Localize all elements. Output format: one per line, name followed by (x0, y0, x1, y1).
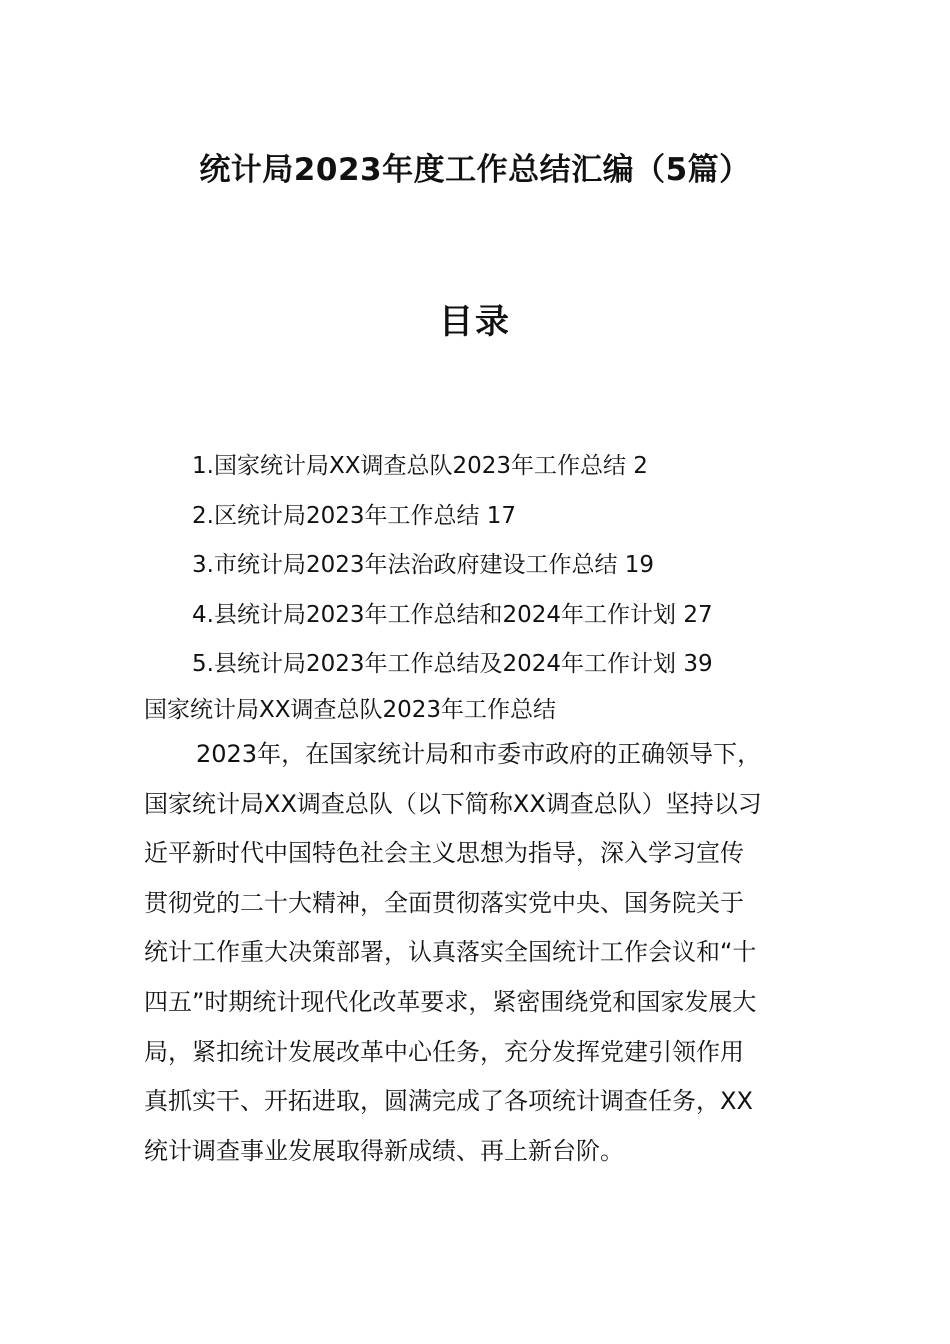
toc-item: 1.国家统计局XX调查总队2023年工作总结 2 (192, 453, 648, 479)
paragraph-line: 近平新时代中国特色社会主义思想为指导，深入学习宣传 (144, 839, 744, 868)
toc-item: 2.区统计局2023年工作总结 17 (192, 502, 517, 529)
table-of-contents (192, 442, 832, 690)
toc-item: 4.县统计局2023年工作总结和2024年工作计划 27 (192, 601, 713, 628)
paragraph (144, 730, 808, 1176)
toc-item: 5.县统计局2023年工作总结及2024年工作计划 39 (192, 651, 713, 677)
paragraph-line: 局，紧扣统计发展改革中心任务，充分发挥党建引领作用 (144, 1037, 744, 1066)
paragraph-line: 国家统计局XX调查总队（以下简称XX调查总队）坚持以习 (144, 789, 762, 818)
paragraph-line: 四五”时期统计现代化改革要求，紧密围绕党和国家发展大 (144, 987, 757, 1016)
section-title: 国家统计局XX调查总队2023年工作总结 (144, 697, 557, 723)
document-title: 统计局2023年度工作总结汇编（5篇） (199, 152, 751, 188)
paragraph-line: 真抓实干、开拓进取，圆满完成了各项统计调查任务，XX (144, 1087, 753, 1116)
paragraph-line: 2023年，在国家统计局和市委市政府的正确领导下， (196, 740, 762, 768)
toc-item: 3.市统计局2023年法治政府建设工作总结 19 (192, 552, 655, 578)
paragraph-line: 统计工作重大决策部署，认真落实全国统计工作会议和“十 (144, 938, 757, 967)
toc-heading: 目录 (439, 302, 511, 342)
paragraph-line: 贯彻党的二十大精神，全面贯彻落实党中央、国务院关于 (144, 888, 744, 917)
section-body (144, 690, 808, 1176)
paragraph-line: 统计调查事业发展取得新成绩、再上新台阶。 (144, 1136, 624, 1165)
